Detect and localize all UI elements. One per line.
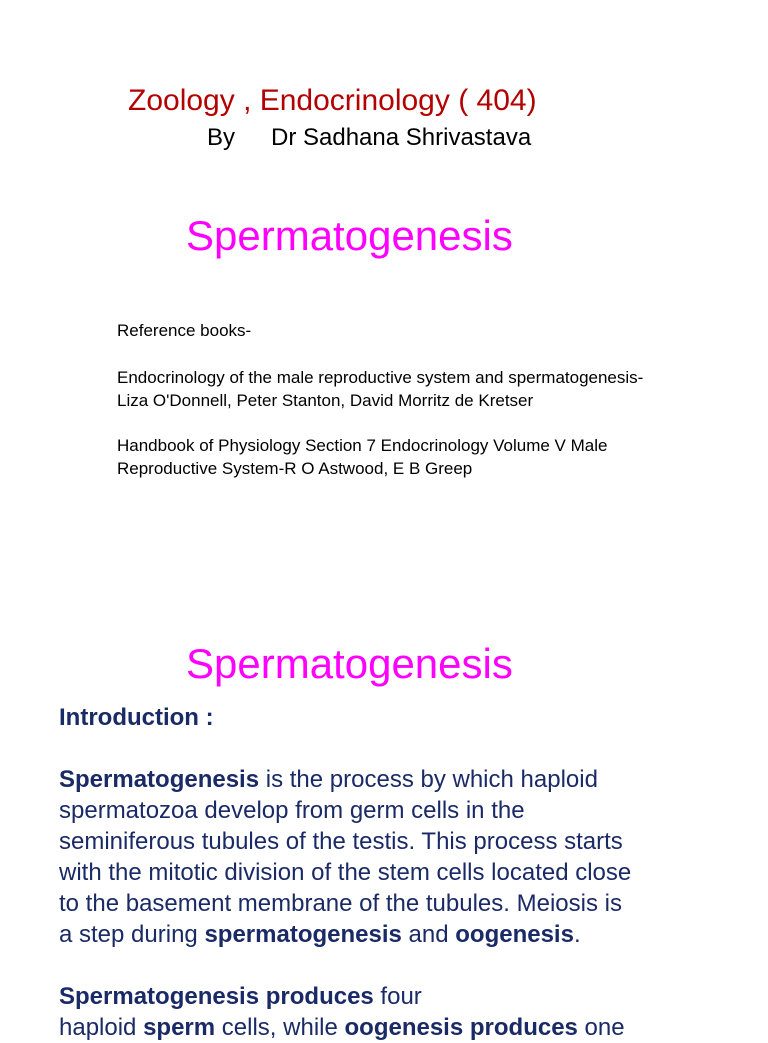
p1-line6-term2: oogenesis: [455, 921, 574, 948]
p2-line2-mid: cells, while: [215, 1014, 345, 1041]
paragraph-2: [59, 981, 631, 1043]
p2-line2-end: one: [577, 1014, 625, 1041]
introduction-section: [59, 702, 631, 1043]
course-title: Zoology , Endocrinology ( 404): [128, 84, 537, 117]
p1-line6-pre: a step during: [59, 921, 205, 948]
reference-book-1-line-1: Endocrinology of the male reproductive system and spermatogenesis-: [117, 368, 644, 387]
introduction-label: Introduction :: [59, 704, 214, 731]
slide1-heading: Spermatogenesis: [186, 212, 513, 259]
paragraph-2-line-2: [59, 1012, 631, 1043]
p2-line2-term1: sperm: [143, 1014, 216, 1041]
p2-line2-term2: oogenesis produces: [344, 1014, 578, 1041]
paragraph-1: [59, 764, 631, 950]
paragraph-1-line-5: to the basement membrane of the tubules. Meiosis is: [59, 890, 622, 917]
reference-book-2-line-1: Handbook of Physiology Section 7 Endocrinology Volume V Male: [117, 436, 608, 455]
paragraph-1-line-1: [59, 764, 631, 795]
paragraph-1-line-2: spermatozoa develop from germ cells in the: [59, 797, 525, 824]
by-label: By: [207, 124, 236, 151]
reference-book-2-line-2: Reproductive System-R O Astwood, E B Greep: [117, 459, 473, 478]
reference-book-1-line-2: Liza O'Donnell, Peter Stanton, David Morritz de Kretser: [117, 391, 534, 410]
p2-line1-term: Spermatogenesis produces: [59, 983, 374, 1010]
slide2-heading: Spermatogenesis: [186, 640, 513, 687]
p2-line2-pre: haploid: [59, 1014, 144, 1041]
paragraph-1-line-6: [59, 919, 631, 950]
p1-line6-mid: and: [401, 921, 456, 948]
p2-line1-rest: four: [373, 983, 422, 1010]
reference-label: Reference books-: [117, 321, 252, 340]
term-spermatogenesis: Spermatogenesis: [59, 766, 260, 793]
reference-book-1: [117, 366, 643, 412]
p1-line6-end: .: [573, 921, 581, 948]
reference-book-2: [117, 434, 607, 480]
paragraph-1-line-4: with the mitotic division of the stem cells located close: [59, 859, 632, 886]
paragraph-1-line-1-text: is the process by which haploid: [259, 766, 598, 793]
author-name: Dr Sadhana Shrivastava: [271, 124, 532, 151]
paragraph-1-line-3: seminiferous tubules of the testis. This process starts: [59, 828, 623, 855]
author-line: [207, 124, 531, 152]
paragraph-2-line-1: [59, 981, 631, 1012]
p1-line6-term1: spermatogenesis: [204, 921, 402, 948]
